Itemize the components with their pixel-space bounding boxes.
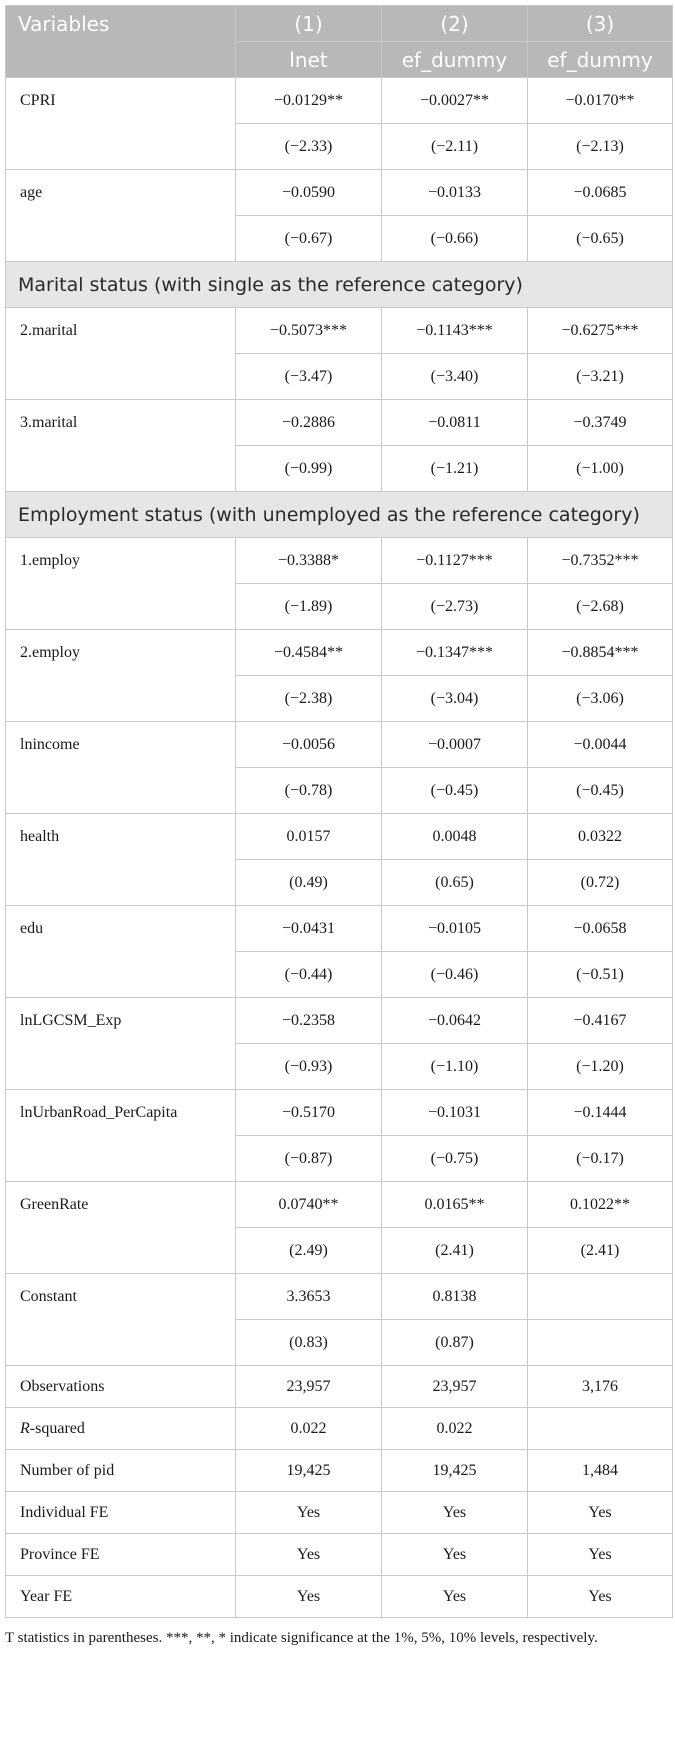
coefficient-cell: −0.0431	[236, 906, 382, 952]
coefficient-cell: −0.0007	[382, 722, 528, 768]
t-statistic-cell: (−0.65)	[528, 216, 673, 262]
t-statistic-cell: (−3.06)	[528, 676, 673, 722]
t-statistic-cell: (−0.67)	[236, 216, 382, 262]
table-row	[6, 1576, 673, 1618]
table-row	[6, 906, 673, 952]
regression-table	[5, 5, 673, 1618]
t-statistic-cell: (0.49)	[236, 860, 382, 906]
t-statistic-cell: (−2.68)	[528, 584, 673, 630]
coefficient-cell: −0.0170**	[528, 78, 673, 124]
statistic-value: 3,176	[528, 1366, 673, 1408]
coefficient-cell: −0.0811	[382, 400, 528, 446]
t-statistic-cell: (−0.75)	[382, 1136, 528, 1182]
t-statistic-cell: (−0.93)	[236, 1044, 382, 1090]
header-variables: Variables	[6, 6, 236, 78]
t-statistic-cell: (−0.99)	[236, 446, 382, 492]
statistic-name: Observations	[6, 1366, 236, 1408]
statistic-value: Yes	[382, 1492, 528, 1534]
variable-name: age	[6, 170, 236, 262]
coefficient-cell: −0.0044	[528, 722, 673, 768]
coefficient-cell: −0.0129**	[236, 78, 382, 124]
statistic-value: 0.022	[236, 1408, 382, 1450]
table-row	[6, 1492, 673, 1534]
statistic-name: Number of pid	[6, 1450, 236, 1492]
variable-name: 2.employ	[6, 630, 236, 722]
table-row	[6, 1534, 673, 1576]
t-statistic-cell: (0.72)	[528, 860, 673, 906]
statistic-value: 1,484	[528, 1450, 673, 1492]
section-employment-status: Employment status (with unemployed as the reference category)	[6, 492, 673, 538]
statistic-value: 0.022	[382, 1408, 528, 1450]
r-italic: R	[20, 1419, 30, 1437]
statistic-value	[528, 1408, 673, 1450]
header-col2-number: (2)	[382, 6, 528, 42]
header-col3-number: (3)	[528, 6, 673, 42]
t-statistic-cell: (0.83)	[236, 1320, 382, 1366]
t-statistic-cell: (−0.45)	[382, 768, 528, 814]
table-row	[6, 998, 673, 1044]
coefficient-cell: −0.4584**	[236, 630, 382, 676]
t-statistic-cell: (−2.33)	[236, 124, 382, 170]
t-statistic-cell: (−0.51)	[528, 952, 673, 998]
statistic-value: 19,425	[382, 1450, 528, 1492]
variable-name: CPRI	[6, 78, 236, 170]
t-statistic-cell: (−3.21)	[528, 354, 673, 400]
t-statistic-cell: (−0.44)	[236, 952, 382, 998]
coefficient-cell: −0.5170	[236, 1090, 382, 1136]
coefficient-cell: −0.0027**	[382, 78, 528, 124]
coefficient-cell: −0.3749	[528, 400, 673, 446]
table-row	[6, 1274, 673, 1320]
variable-name: 2.marital	[6, 308, 236, 400]
t-statistic-cell: (−3.04)	[382, 676, 528, 722]
statistic-value: 19,425	[236, 1450, 382, 1492]
header-col3-dependent: ef_dummy	[528, 42, 673, 78]
coefficient-cell: −0.0590	[236, 170, 382, 216]
t-statistic-cell: (0.87)	[382, 1320, 528, 1366]
t-statistic-cell	[528, 1320, 673, 1366]
header-col1-dependent: lnet	[236, 42, 382, 78]
statistic-value: 23,957	[382, 1366, 528, 1408]
statistic-value: Yes	[528, 1492, 673, 1534]
header-col1-number: (1)	[236, 6, 382, 42]
coefficient-cell: 0.0322	[528, 814, 673, 860]
table-row	[6, 722, 673, 768]
coefficient-cell: −0.8854***	[528, 630, 673, 676]
coefficient-cell: −0.7352***	[528, 538, 673, 584]
t-statistic-cell: (−2.13)	[528, 124, 673, 170]
coefficient-cell: −0.3388*	[236, 538, 382, 584]
section-row	[6, 262, 673, 308]
statistic-name: Individual FE	[6, 1492, 236, 1534]
t-statistic-cell: (0.65)	[382, 860, 528, 906]
variable-name: health	[6, 814, 236, 906]
coefficient-cell: −0.2358	[236, 998, 382, 1044]
statistic-value: Yes	[382, 1534, 528, 1576]
coefficient-cell: −0.5073***	[236, 308, 382, 354]
table-footnote: T statistics in parentheses. ***, **, * indicate significance at the 1%, 5%, 10% levels, respectively.	[5, 1630, 598, 1646]
statistic-value: Yes	[236, 1534, 382, 1576]
coefficient-cell: −0.0133	[382, 170, 528, 216]
table-row	[6, 1450, 673, 1492]
variable-name: lnLGCSM_Exp	[6, 998, 236, 1090]
statistic-value: Yes	[528, 1534, 673, 1576]
coefficient-cell: −0.0658	[528, 906, 673, 952]
table-row	[6, 538, 673, 584]
header-row-numbers	[6, 6, 673, 42]
table-row	[6, 400, 673, 446]
table-row	[6, 1182, 673, 1228]
statistic-value: Yes	[382, 1576, 528, 1618]
t-statistic-cell: (2.41)	[528, 1228, 673, 1274]
coefficient-cell: −0.1127***	[382, 538, 528, 584]
t-statistic-cell: (−1.21)	[382, 446, 528, 492]
variable-name: 1.employ	[6, 538, 236, 630]
t-statistic-cell: (−0.46)	[382, 952, 528, 998]
t-statistic-cell: (−1.00)	[528, 446, 673, 492]
t-statistic-cell: (2.41)	[382, 1228, 528, 1274]
t-statistic-cell: (2.49)	[236, 1228, 382, 1274]
t-statistic-cell: (−2.38)	[236, 676, 382, 722]
t-statistic-cell: (−0.17)	[528, 1136, 673, 1182]
t-statistic-cell: (−1.10)	[382, 1044, 528, 1090]
t-statistic-cell: (−3.47)	[236, 354, 382, 400]
coefficient-cell: −0.6275***	[528, 308, 673, 354]
table-row	[6, 1090, 673, 1136]
t-statistic-cell: (−1.20)	[528, 1044, 673, 1090]
coefficient-cell	[528, 1274, 673, 1320]
table-row	[6, 630, 673, 676]
section-marital-status: Marital status (with single as the reference category)	[6, 262, 673, 308]
table-row	[6, 170, 673, 216]
header-col2-dependent: ef_dummy	[382, 42, 528, 78]
statistic-value: 23,957	[236, 1366, 382, 1408]
statistic-value: Yes	[528, 1576, 673, 1618]
t-statistic-cell: (−2.11)	[382, 124, 528, 170]
coefficient-cell: 0.1022**	[528, 1182, 673, 1228]
statistic-name: Year FE	[6, 1576, 236, 1618]
coefficient-cell: 3.3653	[236, 1274, 382, 1320]
coefficient-cell: 0.0048	[382, 814, 528, 860]
table-row	[6, 308, 673, 354]
variable-name: Constant	[6, 1274, 236, 1366]
statistic-value: Yes	[236, 1576, 382, 1618]
coefficient-cell: 0.0740**	[236, 1182, 382, 1228]
coefficient-cell: −0.0105	[382, 906, 528, 952]
coefficient-cell: −0.0642	[382, 998, 528, 1044]
coefficient-cell: 0.0157	[236, 814, 382, 860]
statistic-name: Province FE	[6, 1534, 236, 1576]
coefficient-cell: −0.1444	[528, 1090, 673, 1136]
coefficient-cell: 0.0165**	[382, 1182, 528, 1228]
variable-name: lnUrbanRoad_PerCapita	[6, 1090, 236, 1182]
t-statistic-cell: (−0.45)	[528, 768, 673, 814]
t-statistic-cell: (−1.89)	[236, 584, 382, 630]
coefficient-cell: −0.1143***	[382, 308, 528, 354]
t-statistic-cell: (−2.73)	[382, 584, 528, 630]
table-row	[6, 1366, 673, 1408]
table-row	[6, 814, 673, 860]
coefficient-cell: 0.8138	[382, 1274, 528, 1320]
variable-name: lnincome	[6, 722, 236, 814]
t-statistic-cell: (−0.87)	[236, 1136, 382, 1182]
variable-name: GreenRate	[6, 1182, 236, 1274]
section-row	[6, 492, 673, 538]
coefficient-cell: −0.0056	[236, 722, 382, 768]
variable-name: 3.marital	[6, 400, 236, 492]
coefficient-cell: −0.1031	[382, 1090, 528, 1136]
coefficient-cell: −0.4167	[528, 998, 673, 1044]
variable-name: edu	[6, 906, 236, 998]
statistic-value: Yes	[236, 1492, 382, 1534]
table-body	[6, 78, 673, 1618]
t-statistic-cell: (−0.78)	[236, 768, 382, 814]
coefficient-cell: −0.1347***	[382, 630, 528, 676]
regression-table-container	[5, 5, 672, 1648]
coefficient-cell: −0.0685	[528, 170, 673, 216]
statistic-name: R-squared	[6, 1408, 236, 1450]
coefficient-cell: −0.2886	[236, 400, 382, 446]
table-row	[6, 78, 673, 124]
t-statistic-cell: (−3.40)	[382, 354, 528, 400]
t-statistic-cell: (−0.66)	[382, 216, 528, 262]
table-row	[6, 1408, 673, 1450]
